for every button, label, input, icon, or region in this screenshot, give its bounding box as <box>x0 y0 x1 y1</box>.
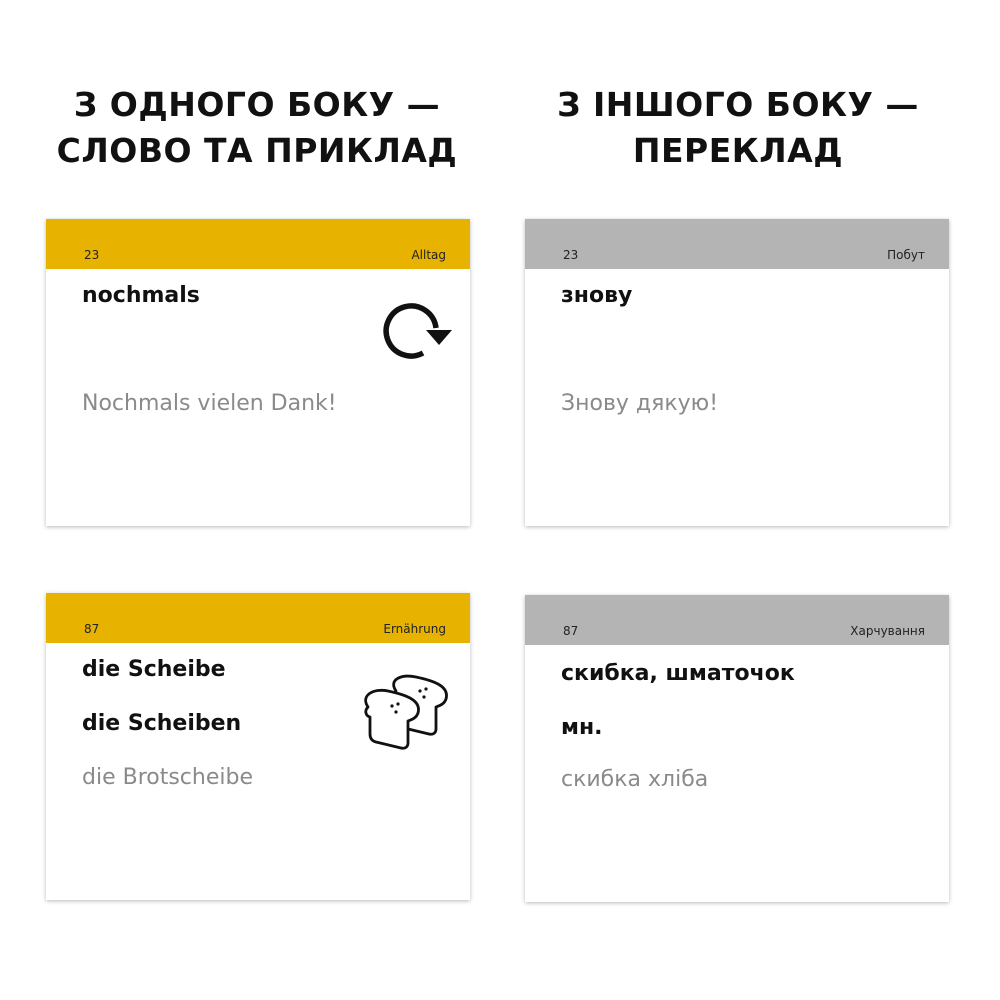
bread-slices-icon <box>358 673 450 753</box>
card-number: 23 <box>84 248 100 262</box>
flashcard-front-nochmals <box>46 219 470 526</box>
flashcard-back-znovu <box>525 219 949 526</box>
card-header <box>46 593 470 643</box>
card-category: Ernährung <box>383 622 446 636</box>
flashcard-back-skybka <box>525 595 949 902</box>
card-category: Alltag <box>411 248 446 262</box>
card-category: Харчування <box>850 624 925 638</box>
card-header <box>525 595 949 645</box>
flashcard-front-scheibe <box>46 593 470 900</box>
refresh-icon <box>378 301 454 361</box>
card-example: Nochmals vielen Dank! <box>82 391 337 416</box>
back-side-heading <box>503 82 973 174</box>
card-header <box>46 219 470 269</box>
front-side-heading <box>22 82 492 174</box>
front-side-heading-line-2: СЛОВО ТА ПРИКЛАД <box>56 131 458 170</box>
card-plural: die Scheiben <box>82 711 242 736</box>
card-word: nochmals <box>82 283 200 308</box>
card-number: 87 <box>84 622 100 636</box>
card-number: 87 <box>563 624 579 638</box>
card-example: скибка хліба <box>561 767 709 792</box>
back-side-heading-line-1: З ІНШОГО БОКУ — <box>557 85 919 124</box>
back-side-heading-line-2: ПЕРЕКЛАД <box>632 131 844 170</box>
card-word: die Scheibe <box>82 657 226 682</box>
card-example: Знову дякую! <box>561 391 719 416</box>
card-plural: мн. <box>561 715 603 740</box>
card-word: знову <box>561 283 633 308</box>
card-header <box>525 219 949 269</box>
card-example: die Brotscheibe <box>82 765 253 790</box>
front-side-heading-line-1: З ОДНОГО БОКУ — <box>73 85 441 124</box>
card-word: скибка, шматочок <box>561 661 795 686</box>
card-category: Побут <box>887 248 925 262</box>
card-number: 23 <box>563 248 579 262</box>
